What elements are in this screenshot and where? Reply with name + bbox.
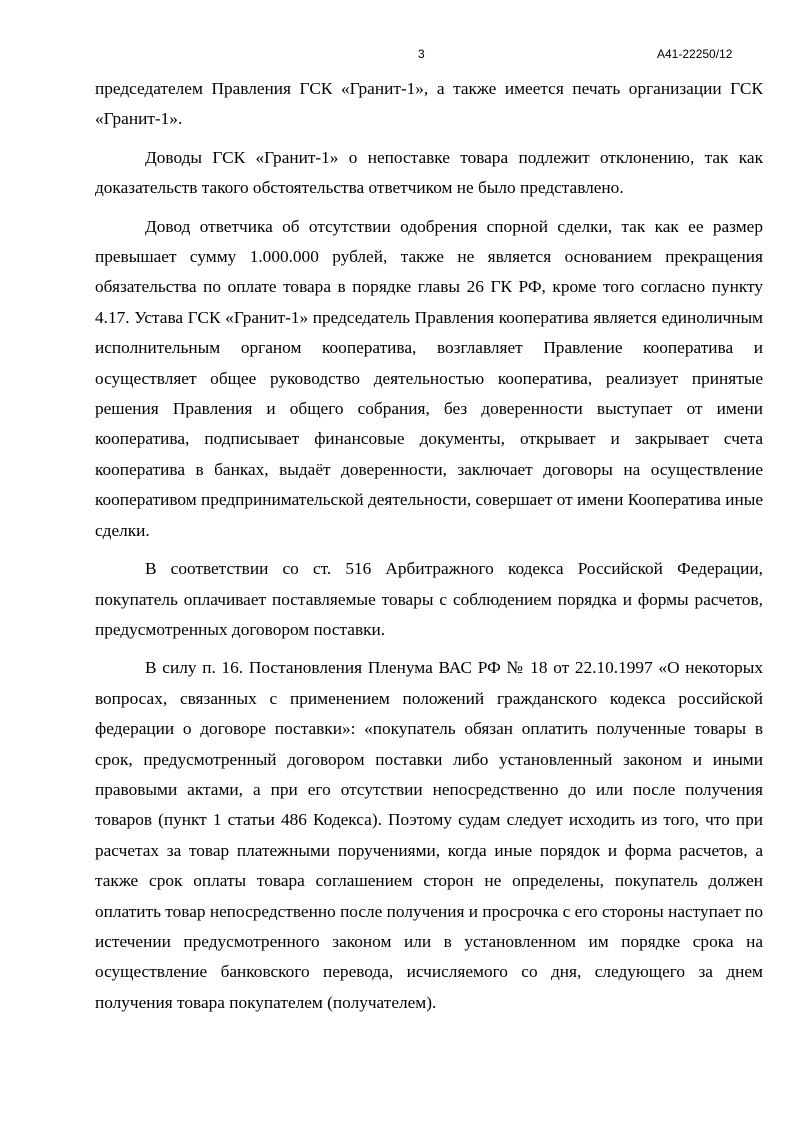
case-number: А41-22250/12: [657, 47, 733, 61]
paragraph-plenum-resolution: В силу п. 16. Постановления Пленума ВАС РФ № 18 от 22.10.1997 «О некоторых вопросах, связанных с применением положений гражданского кодекса российской федерации о договоре поставки»: «покупатель обязан оплатить полученные товары в срок, предусмотренный договором поставки либо установленный законом и иными правовыми актами, а при его отсутствии непосредственно до или после получения товаров (пункт 1 статьи 486 Кодекса). Поэтому судам следует исходить из того, что при расчетах за товар платежными поручениями, когда иные порядок и форма расчетов, а также срок оплаты товара соглашением сторон не определены, покупатель должен оплатить товар непосредственно после получения и просрочка с его стороны наступает по истечении предусмотренного законом или в установленном им порядке срока на осуществление банковского перевода, исчисляемого со дня, следующего за днем получения товара покупателем (получателем).: [95, 658, 763, 1012]
paragraph-continuation: председателем Правления ГСК «Гранит-1», а также имеется печать организации ГСК «Гранит-1».: [95, 79, 763, 129]
document-body: [95, 74, 763, 1018]
paragraph-supply-argument: Доводы ГСК «Гранит-1» о непоставке товара подлежит отклонению, так как доказательств такого обстоятельства ответчиком не было представлено.: [95, 147, 763, 198]
paragraph-approval-argument: Довод ответчика об отсутствии одобрения спорной сделки, так как ее размер превышает сумму 1.000.000 рублей, также не является основанием прекращения обязательства по оплате товара в порядке главы 26 ГК РФ, кроме того согласно пункту 4.17. Устава ГСК «Гранит-1» председатель Правления кооператива является единоличным исполнительным органом кооператива, возглавляет Правление кооператива и осуществляет общее руководство деятельностью кооператива, реализует принятые решения Правления и общего собрания, без доверенности выступает от имени кооператива, подписывает финансовые документы, открывает и закрывает счета кооператива в банках, выдаёт доверенности, заключает договоры на осуществление кооперативом предпринимательской деятельности, совершает от имени Кооператива иные сделки.: [95, 216, 763, 540]
page-number: 3: [418, 47, 425, 61]
paragraph-article-516: В соответствии со ст. 516 Арбитражного кодекса Российской Федерации, покупатель оплачивает поставляемые товары с соблюдением порядка и формы расчетов, предусмотренных договором поставки.: [95, 559, 763, 639]
